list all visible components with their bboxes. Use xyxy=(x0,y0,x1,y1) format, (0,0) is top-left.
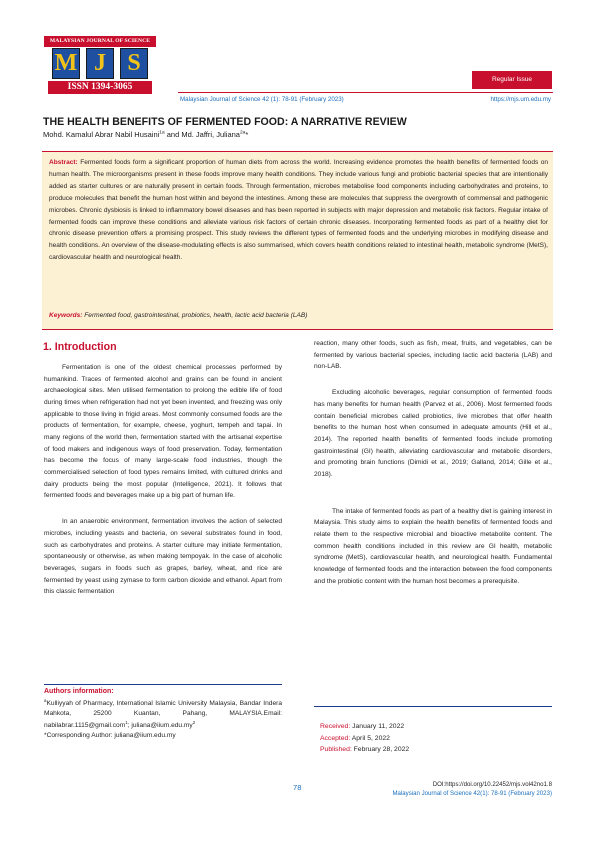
logo-letter-m: M xyxy=(52,48,80,79)
logo-letter-s: S xyxy=(120,48,148,79)
article-title: THE HEALTH BENEFITS OF FERMENTED FOOD: A NARRATIVE REVIEW xyxy=(43,116,407,128)
left-column xyxy=(44,362,282,598)
intro-paragraph-3: Excluding alcoholic beverages, regular consumption of fermented foods has many benefits for human health (Parvez et al., 2006). Most fermented foods contain beneficial microbes called probiotics, live microbes that offer health benefits to the human host when consumed in adequate amounts (Hill et al., 2014). The reported health benefits of fermented foods include promoting gastrointestinal (GI) health, alleviating cardiovascular and metabolic disorders, and promoting brain functions (Dimidi et al., 2019; Galland, 2014; Gille et al., 2018). xyxy=(314,389,552,479)
affiliation-text: Kulliyyah of Pharmacy, International Islamic University Malaysia, Bandar Indera Mahkota, 25200 Kuantan, Pahang, MALAYSIA.Email: nabilabrar.1115@gmail.com xyxy=(44,700,282,730)
logo-letter-j: J xyxy=(86,48,114,79)
section-heading-introduction: 1. Introduction xyxy=(43,341,117,353)
affil-sup-a: a xyxy=(44,698,47,703)
authors-info-affiliation xyxy=(44,696,282,731)
author-2-affil: 2a xyxy=(239,130,246,136)
abstract-text: Fermented foods form a significant proportion of human diets from across the world. Increasing evidence promotes the health benefits of fermented foods on human health. The microorganisms present in these foods improve many health conditions. They include various fungi and probiotic bacterial species that are intentionally added as starter cultures or are naturally present in certain foods. Through fermentation, microbes metabolise food components including carbohydrates and proteins, to produce molecules that benefit the human host within and beyond the intestines. Among these are molecules that suppress the overgrowth of commensal and pathogenic microbes. Chronic dysbiosis is linked to inflammatory bowel diseases and has been reported in subjects with major depression and metabolic risk factors. Regular intake of fermented foods can improve these conditions and alleviate various risk factors of certain chronic diseases. Incorporating fermented foods as part of a healthy diet for chronic disease prevention offers a promising prospect. This study reviews the different types of fermented foods and the underlying microbes in modifying disease and health conditions. An overview of the disease-modulating effects is also summarised, which covers health conditions related to intestinal health, metabolic syndrome (MetS), cardiovascular health and neurological health. xyxy=(49,159,548,262)
doi-link[interactable]: DOI:https://doi.org/10.22452/mjs.vol42no1.8 xyxy=(432,781,552,788)
accepted-label: Accepted: xyxy=(320,734,351,742)
published-value: February 28, 2022 xyxy=(351,746,410,753)
affiliation-email-2: ; juliana@iium.edu.my xyxy=(127,722,193,730)
affil-sup-1: 1 xyxy=(125,720,128,726)
received-value: January 11, 2022 xyxy=(350,723,405,730)
corresponding-mark: * xyxy=(245,130,249,139)
regular-issue-badge: Regular Issue xyxy=(472,71,552,89)
logo-letters xyxy=(52,48,148,79)
article-dates xyxy=(314,706,552,756)
keywords-label: Keywords: xyxy=(49,312,83,319)
author-1: Mohd. Kamalul Abrar Nabil Husaini xyxy=(43,130,160,139)
header-divider xyxy=(178,92,553,93)
authors-information xyxy=(44,684,282,741)
article-authors xyxy=(43,130,248,139)
author-1-affil: 1a xyxy=(159,130,165,136)
accepted-date xyxy=(320,733,552,745)
journal-logo xyxy=(44,36,156,98)
abstract xyxy=(49,157,548,264)
logo-issn: ISSN 1394-3065 xyxy=(48,81,152,94)
author-2: and Md. Jaffri, Juliana xyxy=(164,130,240,139)
corresponding-author: *Corresponding Author: juliana@iium.edu.my xyxy=(44,732,176,740)
abstract-label: Abstract: xyxy=(49,159,78,166)
received-label: Received: xyxy=(320,723,351,730)
keywords xyxy=(49,312,307,319)
right-column xyxy=(314,338,552,587)
affil-sup-2: 2 xyxy=(192,720,196,726)
intro-paragraph-4: The intake of fermented foods as part of a healthy diet is gaining interest in Malaysia. This study aims to explain the health benefits of fermented foods and relate them to the respective microbial and bioactive metabolite content. The common health conditions included in this review are GI health, metabolic syndrome (MetS), cardiovascular health, and neurological health. Fundamental knowledge of fermented foods and the interaction between the food components and the probiotic content with the human host becomes a prerequisite. xyxy=(314,507,552,585)
received-date xyxy=(320,721,552,733)
page-number: 78 xyxy=(293,783,302,792)
intro-paragraph-2-cont: reaction, many other foods, such as fish, meat, fruits, and vegetables, can be fermented by various bacterial species, including lactic acid bacteria (LAB) and non-LAB. xyxy=(314,340,552,371)
logo-journal-name: MALAYSIAN JOURNAL OF SCIENCE xyxy=(44,36,156,47)
intro-paragraph-2: In an anaerobic environment, fermentation involves the action of selected microbes, including yeasts and bacteria, on several substrates found in food, such as carbohydrates and proteins. A starter culture may initiate fermentation, spontaneously or otherwise, as when making tempoyak. In the case of alcoholic beverages, sugars in foods such as grapes, barley, wheat, and rice are fermented by yeast using zymase to form carbon dioxide and ethanol. Apart from this classic fermentation xyxy=(44,518,282,596)
abstract-box xyxy=(42,151,553,330)
intro-paragraph-1: Fermentation is one of the oldest chemical processes performed by humankind. Traces of fermented alcohol and grains can be found in ancient archaeological sites. Men utilised fermentation to prolong the edible life of food during times when refrigeration had not yet been invented, and freezing was only applicable to those living in frigid areas. Most commonly consumed foods are the products of fermentation, for example, cheese, yoghurt, tempeh and tapai. In many regions of the world then, fermentation started with the artisanal expertise of food makers and indigenous ways of food preservation. Today, fermentation has become the focus of many large-scale food industries, though the commercialised selection of food types remains limited, with cultured drinks and dairy products being the most popular (Intelligence, 2021). It follows that fermented foods and beverages make up a big part of human life. xyxy=(44,364,282,500)
published-label: Published: xyxy=(320,746,352,753)
footer-citation: Malaysian Journal of Science 42(1): 78-91 (February 2023) xyxy=(392,790,552,797)
accepted-value: April 5, 2022 xyxy=(350,734,390,742)
keywords-text: Fermented food, gastrointestinal, probiotics, health, lactic acid bacteria (LAB) xyxy=(82,312,308,319)
journal-url-link[interactable]: https://mjs.um.edu.my xyxy=(490,96,551,103)
header-citation: Malaysian Journal of Science 42 (1): 78-91 (February 2023) xyxy=(180,96,344,103)
published-date xyxy=(320,744,552,756)
authors-info-title: Authors information: xyxy=(44,688,114,695)
